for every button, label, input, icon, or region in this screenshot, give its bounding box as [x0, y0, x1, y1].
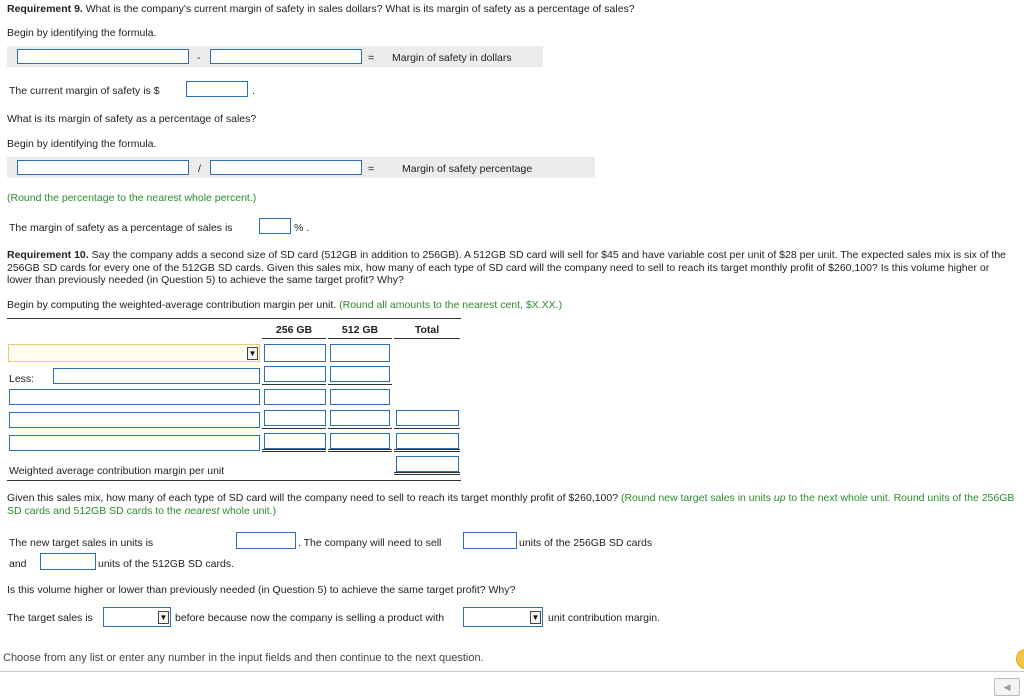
col-header-256: 256 GB	[275, 324, 313, 336]
row4-underline-512	[328, 428, 392, 429]
begin-formula-label: Begin by identifying the formula.	[7, 27, 157, 39]
col-underline-total	[394, 338, 460, 339]
col-header-512: 512 GB	[341, 324, 379, 336]
begin-formula2-label: Begin by identifying the formula.	[7, 138, 157, 150]
req10-heading-bold: Requirement 10.	[7, 249, 89, 261]
formula1-operator: -	[197, 52, 201, 64]
pct-label: The margin of safety as a percentage of sales is	[9, 222, 233, 234]
req9-heading-text: What is the company's current margin of safety in sales dollars? What is its margin of safety as a percentage of sales?	[82, 3, 635, 15]
req10-heading	[7, 249, 1017, 287]
formula2-input-2[interactable]	[210, 160, 362, 175]
company-need-label: . The company will need to sell	[298, 537, 442, 549]
formula2-operator: /	[198, 163, 201, 175]
less-label: Less:	[9, 373, 35, 385]
wacm-double-rule	[394, 472, 460, 475]
col-underline-256	[262, 338, 326, 339]
row3-label-input[interactable]	[9, 389, 260, 405]
row1-256-input[interactable]	[264, 344, 326, 362]
col-underline-512	[328, 338, 392, 339]
row5-double-rule-256	[262, 449, 326, 452]
table-top-rule	[7, 318, 461, 319]
current-mos-label: The current margin of safety is $	[9, 85, 160, 97]
new-target-input[interactable]	[236, 532, 296, 549]
round-percent-note: (Round the percentage to the nearest whole percent.)	[7, 192, 257, 204]
given-mix-note-up: up	[773, 492, 786, 504]
higher-lower-dropdown-arrow-icon[interactable]: ▼	[159, 613, 168, 622]
formula1-result-label: Margin of safety in dollars	[392, 52, 512, 64]
row2-underline-256	[262, 384, 326, 385]
current-mos-period: .	[252, 85, 255, 97]
begin-computing-label: Begin by computing the weighted-average contribution margin per unit.	[7, 299, 337, 311]
footer-divider	[0, 671, 1024, 672]
row1-512-input[interactable]	[330, 344, 390, 362]
row4-label-input[interactable]	[9, 412, 260, 428]
formula1-input-2[interactable]	[210, 49, 362, 64]
before-because-label: before because now the company is selling a product with	[175, 612, 445, 624]
row4-total-input[interactable]	[396, 410, 459, 426]
row5-256-input[interactable]	[264, 433, 326, 449]
current-mos-input[interactable]	[186, 81, 248, 97]
wacm-total-input[interactable]	[396, 456, 459, 472]
help-bubble-icon[interactable]	[1016, 649, 1024, 669]
row2-256-input[interactable]	[264, 366, 326, 382]
row5-total-input[interactable]	[396, 433, 459, 449]
round-amounts-note: (Round all amounts to the nearest cent, $X.XX.)	[336, 299, 563, 311]
formula2-result-label: Margin of safety percentage	[402, 163, 533, 175]
row3-512-input[interactable]	[330, 389, 390, 405]
question-pct: What is its margin of safety as a percentage of sales?	[7, 113, 257, 125]
units-256-input[interactable]	[463, 532, 517, 549]
given-mix-note-a: (Round new target sales in units	[618, 492, 774, 504]
req9-heading-bold: Requirement 9.	[7, 3, 83, 15]
req9-heading	[7, 3, 635, 15]
row3-256-input[interactable]	[264, 389, 326, 405]
row4-underline-256	[262, 428, 326, 429]
formula1-equals: =	[368, 52, 375, 64]
back-arrow-icon[interactable]: ◀	[994, 678, 1020, 696]
target-sales-is-label: The target sales is	[7, 612, 93, 624]
new-target-label: The new target sales in units is	[9, 537, 154, 549]
row5-double-rule-total	[394, 449, 460, 452]
row4-512-input[interactable]	[330, 410, 390, 426]
given-mix-note-nearest: nearest	[184, 504, 220, 517]
row5-label-input[interactable]	[9, 435, 260, 451]
and-label: and	[9, 558, 27, 570]
units-256-label: units of the 256GB SD cards	[519, 537, 653, 549]
given-mix-question: Given this sales mix, how many of each type of SD card will the company need to sell to reach its target monthly profit of $260,100?	[7, 492, 619, 504]
wacm-label: Weighted average contribution margin per unit	[9, 465, 225, 477]
units-512-input[interactable]	[40, 553, 96, 570]
unit-cm-label: unit contribution margin.	[548, 612, 661, 624]
formula1-input-1[interactable]	[17, 49, 189, 64]
given-mix-paragraph	[7, 492, 1017, 517]
row2-512-input[interactable]	[330, 366, 390, 382]
given-mix-note-c: whole unit.)	[219, 504, 277, 517]
units-512-label: units of the 512GB SD cards.	[98, 558, 234, 570]
begin-computing-line	[7, 299, 562, 311]
footer-instruction: Choose from any list or enter any number in the input fields and then continue to the next question.	[3, 652, 484, 664]
row1-label-select[interactable]	[8, 344, 260, 362]
row5-double-rule-512	[328, 449, 392, 452]
row2-underline-512	[328, 384, 392, 385]
formula2-input-1[interactable]	[17, 160, 189, 175]
table-bottom-rule	[7, 480, 461, 481]
row1-dropdown-arrow-icon[interactable]: ▼	[248, 349, 257, 358]
cm-dropdown-arrow-icon[interactable]: ▼	[531, 613, 540, 622]
row5-512-input[interactable]	[330, 433, 390, 449]
pct-input[interactable]	[259, 218, 291, 234]
req10-heading-text: Say the company adds a second size of SD card (512GB in addition to 256GB). A 512GB SD card will sell for $45 and have variable cost per unit of $28 per unit. The expected sales mix is six of the 256GB SD cards for every one of the 512GB SD cards. Given this sales mix, how many of each type of SD card will the company need to sell to reach its target monthly profit of $260,100? Is this volume higher or lower than previously needed (in Question 5) to achieve the same target profit? Why?	[7, 249, 1007, 286]
row4-underline-total	[394, 428, 460, 429]
higher-lower-question: Is this volume higher or lower than previously needed (in Question 5) to achieve the same target profit? Why?	[7, 584, 516, 596]
pct-suffix: % .	[294, 222, 310, 234]
formula2-equals: =	[368, 163, 375, 175]
col-header-total: Total	[414, 324, 440, 336]
row4-256-input[interactable]	[264, 410, 326, 426]
row2-label-input[interactable]	[53, 368, 260, 384]
given-mix-note-b: to the next whole unit. Round units of the 256GB SD cards and 512GB SD cards to the	[7, 492, 1015, 517]
